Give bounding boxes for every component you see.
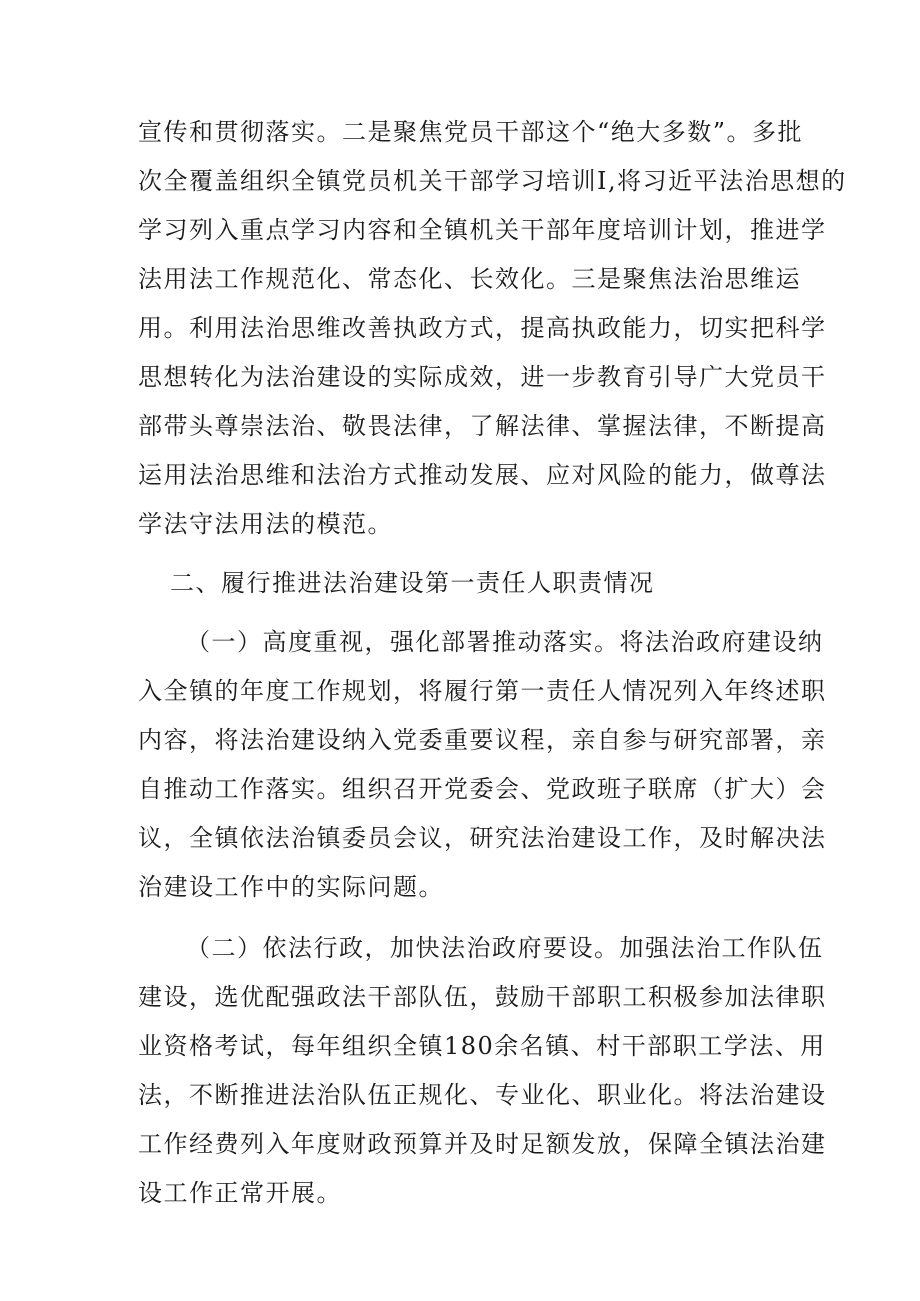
text-line: 学法守法用法的模范。 — [138, 510, 393, 538]
text-line: 部带头尊崇法治、敬畏法律，了解法律、掌握法律，不断提高 — [138, 412, 827, 440]
spacer — [138, 549, 778, 559]
text-line: 法，不断推进法治队伍正规化、专业化、职业化。将法治建设 — [138, 1081, 827, 1109]
text-line: 运用法治思维和法治方式推动发展、应对风险的能力，做尊法 — [138, 461, 827, 489]
text-line: 工作经费列入年度财政预算并及时足额发放，保障全镇法治建 — [138, 1130, 827, 1158]
text-line: 用。利用法治思维改善执政方式，提高执政能力，切实把科学 — [138, 314, 827, 342]
section-heading: 二、履行推进法治建设第一责任人职责情况 — [170, 569, 655, 597]
spacer — [138, 912, 778, 924]
text-line: 学习列入重点学习内容和全镇机关干部年度培训计划，推进学 — [138, 216, 827, 244]
spacer — [138, 608, 778, 618]
paragraph-1 — [138, 108, 847, 549]
paragraph-2 — [138, 618, 827, 912]
text-line: 治建设工作中的实际问题。 — [138, 873, 444, 901]
text-line: 设工作正常开展。 — [138, 1179, 342, 1207]
text-line: 法用法工作规范化、常态化、长效化。三是聚焦法治思维运 — [138, 265, 801, 293]
text-line: 自推动工作落实。组织召开党委会、党政班子联席（扩大）会 — [138, 775, 827, 803]
text-line: 宣传和贯彻落实。二是聚焦党员干部这个“绝大多数”。多批 — [138, 118, 804, 146]
text-line: （二）依法行政，加快法治政府要设。加强法治工作队伍 — [186, 934, 824, 962]
text-line: 议，全镇依法治镇委员会议，研究法治建设工作，及时解决法 — [138, 824, 827, 852]
text-line: 次全覆盖组织全镇党员机关干部学习培训I,将习近平法治思想的 — [138, 167, 847, 195]
text-line: （一）高度重视，强化部署推动落实。将法治政府建设纳 — [186, 628, 824, 656]
document-body — [138, 108, 847, 1218]
text-line: 内容，将法治建设纳入党委重要议程，亲自参与研究部署，亲 — [138, 726, 827, 754]
text-line: 入全镇的年度工作规划，将履行第一责任人情况列入年终述职 — [138, 677, 827, 705]
text-line: 建设，选优配强政法干部队伍，鼓励干部职工积极参加法律职 — [138, 983, 827, 1011]
text-line: 业资格考试，每年组织全镇180余名镇、村干部职工学法、用 — [138, 1032, 826, 1060]
text-line: 思想转化为法治建设的实际成效，进一步教育引导广大党员干 — [138, 363, 827, 391]
paragraph-3 — [138, 924, 827, 1218]
